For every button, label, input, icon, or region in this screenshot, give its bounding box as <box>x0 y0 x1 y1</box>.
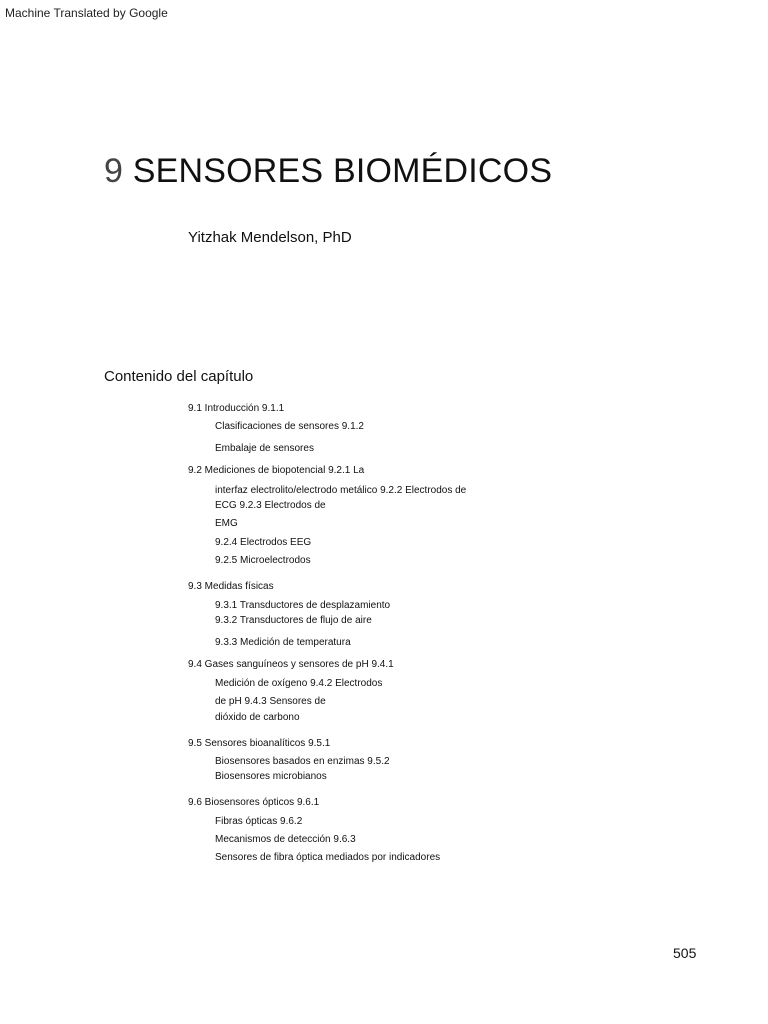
toc-entry: interfaz electrolito/electrodo metálico 9.2.2 Electrodos de <box>215 485 467 496</box>
toc-entry: Fibras ópticas 9.6.2 <box>215 816 303 827</box>
toc-entry: 9.3.1 Transductores de desplazamiento <box>215 600 391 611</box>
chapter-title <box>104 152 552 191</box>
toc-entry: 9.2.4 Electrodos EEG <box>215 537 312 548</box>
toc-entry: ECG 9.2.3 Electrodos de <box>215 500 326 511</box>
toc-entry: 9.6 Biosensores ópticos 9.6.1 <box>188 797 320 808</box>
chapter-number: 9 <box>104 152 124 190</box>
toc-entry: Biosensores basados en enzimas 9.5.2 <box>215 756 390 767</box>
page-number: 505 <box>673 945 697 961</box>
toc-entry: Biosensores microbianos <box>215 771 327 782</box>
chapter-author: Yitzhak Mendelson, PhD <box>188 229 352 246</box>
toc-entry: 9.2.5 Microelectrodos <box>215 555 311 566</box>
toc-entry: Clasificaciones de sensores 9.1.2 <box>215 421 364 432</box>
toc-entry: Medición de oxígeno 9.4.2 Electrodos <box>215 678 383 689</box>
toc-entry: dióxido de carbono <box>215 712 300 723</box>
toc-entry: 9.1 Introducción 9.1.1 <box>188 403 285 414</box>
machine-translation-banner: Machine Translated by Google <box>5 6 168 20</box>
toc-entry: Embalaje de sensores <box>215 443 314 454</box>
contents-heading: Contenido del capítulo <box>104 368 254 385</box>
toc-entry: 9.3.2 Transductores de flujo de aire <box>215 615 372 626</box>
toc-entry: EMG <box>215 518 238 529</box>
toc-entry: 9.3.3 Medición de temperatura <box>215 637 351 648</box>
toc-entry: de pH 9.4.3 Sensores de <box>215 696 326 707</box>
chapter-title-text: SENSORES BIOMÉDICOS <box>132 152 553 190</box>
toc-entry: 9.5 Sensores bioanalíticos 9.5.1 <box>188 738 331 749</box>
toc-entry: 9.3 Medidas físicas <box>188 581 274 592</box>
toc-entry: Sensores de fibra óptica mediados por indicadores <box>215 852 441 863</box>
toc-entry: Mecanismos de detección 9.6.3 <box>215 834 356 845</box>
toc-entry: 9.4 Gases sanguíneos y sensores de pH 9.4.1 <box>188 659 394 670</box>
toc-entry: 9.2 Mediciones de biopotencial 9.2.1 La <box>188 465 365 476</box>
